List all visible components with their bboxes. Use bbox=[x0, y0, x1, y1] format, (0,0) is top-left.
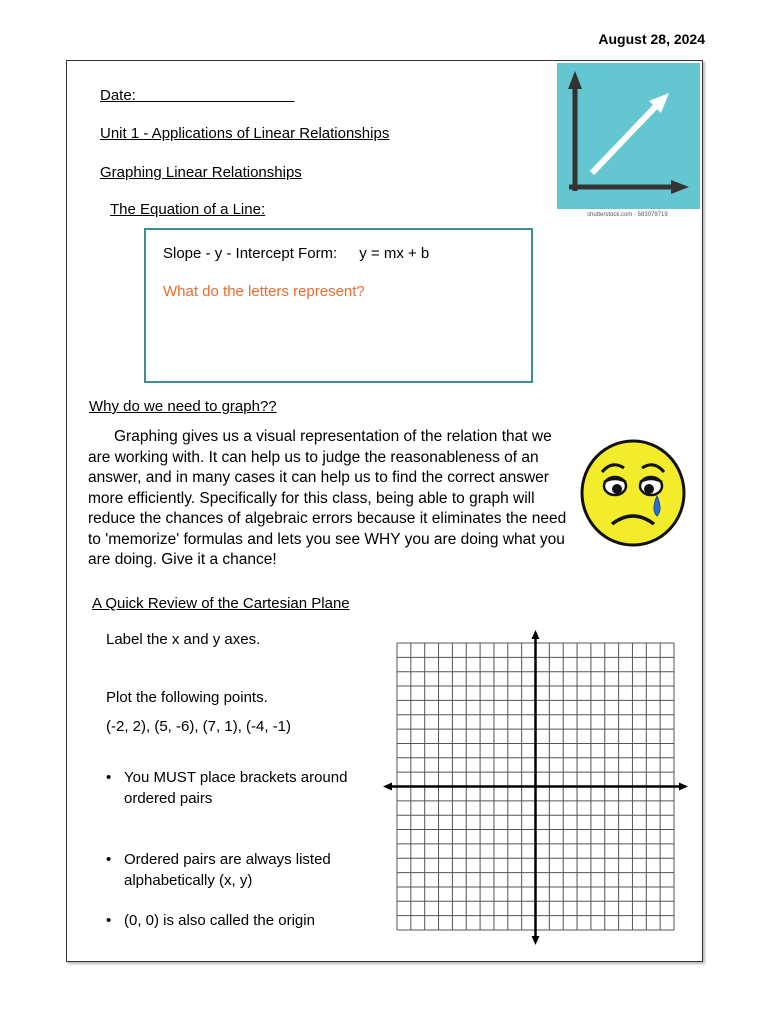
bullet-dot: • bbox=[106, 851, 112, 868]
date-blank[interactable] bbox=[136, 87, 295, 104]
x-axis-right-arrow bbox=[679, 783, 688, 791]
label-instruction: Label the x and y axes. bbox=[106, 631, 261, 648]
graph-clipart bbox=[557, 63, 700, 218]
cartesian-grid[interactable] bbox=[383, 630, 688, 945]
plot-instruction: Plot the following points. bbox=[106, 689, 268, 706]
bullet-text: (0, 0) is also called the origin bbox=[124, 912, 315, 929]
x-axis-left-arrow bbox=[383, 783, 392, 791]
clipart-caption: shutterstock.com · 583079719 bbox=[587, 212, 668, 218]
points-list: (-2, 2), (5, -6), (7, 1), (-4, -1) bbox=[106, 718, 292, 735]
date-label: Date: bbox=[100, 87, 136, 104]
equation-line bbox=[163, 245, 429, 262]
bullet-item bbox=[106, 767, 376, 809]
letters-question: What do the letters represent? bbox=[163, 283, 365, 300]
formula: y = mx + b bbox=[359, 245, 430, 262]
form-label: Slope - y - Intercept Form: bbox=[163, 245, 338, 262]
y-axis-top-arrow bbox=[532, 630, 540, 639]
bullet-item bbox=[106, 849, 376, 891]
bullet-text: You MUST place brackets around ordered pairs bbox=[124, 769, 348, 807]
bullet-dot: • bbox=[106, 769, 112, 786]
why-paragraph: Graphing gives us a visual representation of the relation that we are working with. It can help us to judge the reasonableness of an answer, and in many cases it can help us to find the correct answer more efficiently. Specifically for this class, being able to graph will reduce the chances of algebraic errors because it eliminates the need to 'memorize' formulas and lets you see WHY you are doing what you are doing. Give it a chance! bbox=[88, 428, 567, 568]
y-axis-bottom-arrow bbox=[532, 936, 540, 945]
sad-face-icon bbox=[580, 438, 688, 548]
header-date: August 28, 2024 bbox=[598, 31, 705, 47]
bullet-item bbox=[106, 910, 376, 931]
date-field bbox=[100, 87, 294, 104]
why-heading: Why do we need to graph?? bbox=[89, 398, 277, 415]
bullet-text: Ordered pairs are always listed alphabetically (x, y) bbox=[124, 851, 331, 889]
section-title: Graphing Linear Relationships bbox=[100, 164, 302, 181]
unit-title: Unit 1 - Applications of Linear Relationships bbox=[100, 125, 390, 142]
review-heading: A Quick Review of the Cartesian Plane bbox=[92, 595, 350, 612]
cartesian-plane[interactable] bbox=[383, 630, 688, 945]
sad-face bbox=[580, 438, 688, 548]
equation-box bbox=[144, 228, 533, 383]
graph-arrow-icon bbox=[557, 63, 700, 211]
bullet-dot: • bbox=[106, 912, 112, 929]
equation-heading: The Equation of a Line: bbox=[110, 201, 266, 218]
